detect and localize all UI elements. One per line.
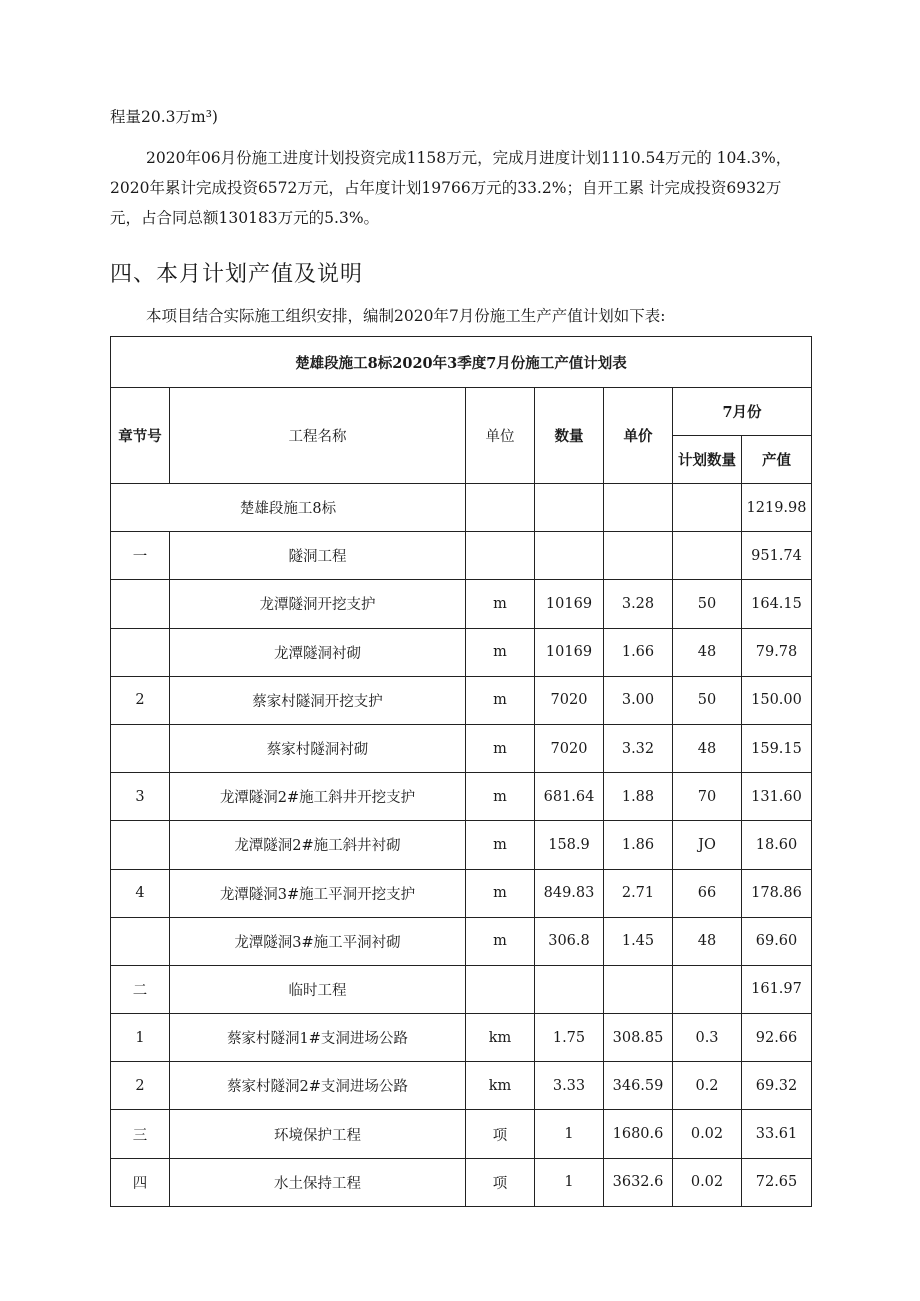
header-quantity: 数量 (535, 388, 604, 484)
progress-paragraph: 2020年06月份施工进度计划投资完成1158万元，完成月进度计划1110.54万元的 104.3%，2020年累计完成投资6572万元，占年度计划19766万元的33.2%；自开工累 计完成投资6932万元，占合同总额130183万元的5.3%。 (110, 149, 792, 227)
cell-project-name: 环境保护工程 (170, 1110, 466, 1158)
cell-quantity: 1 (535, 1158, 604, 1206)
cell-quantity: 158.9 (535, 821, 604, 869)
cell-plan-quantity: 0.02 (673, 1158, 742, 1206)
cell-plan-quantity: 48 (673, 628, 742, 676)
cell-unit-price: 3.00 (604, 676, 673, 724)
cell-project-name: 水土保持工程 (170, 1158, 466, 1206)
cell-section-no (111, 917, 170, 965)
cell-plan-quantity: 48 (673, 917, 742, 965)
cell-quantity: 10169 (535, 580, 604, 628)
cell-project-name: 临时工程 (170, 965, 466, 1013)
cell-section-no: 2 (111, 676, 170, 724)
cell-project-name: 龙潭隧洞2#施工斜井开挖支护 (170, 773, 466, 821)
header-unit-price: 单价 (604, 388, 673, 484)
cell-unit-price: 346.59 (604, 1062, 673, 1110)
cell-project-name: 隧洞工程 (170, 532, 466, 580)
cell-plan-quantity: 50 (673, 676, 742, 724)
cell-plan-quantity: 66 (673, 869, 742, 917)
cell-output-value: 92.66 (742, 1014, 812, 1062)
cell-section-no: 一 (111, 532, 170, 580)
cell-unit: 项 (466, 1158, 535, 1206)
cell-plan-quantity: 0.3 (673, 1014, 742, 1062)
table-row (111, 628, 812, 676)
table-row (111, 821, 812, 869)
cell-project-name: 蔡家村隧洞衬砌 (170, 724, 466, 772)
cell-project-name: 龙潭隧洞衬砌 (170, 628, 466, 676)
cell-quantity (535, 532, 604, 580)
cell-output-value: 18.60 (742, 821, 812, 869)
cell-unit-price: 308.85 (604, 1014, 673, 1062)
header-output-value: 产值 (742, 436, 812, 484)
table-row-total (111, 484, 812, 532)
cell-section-no (111, 821, 170, 869)
table-row (111, 532, 812, 580)
cell-section-no: 1 (111, 1014, 170, 1062)
cell-section-no: 二 (111, 965, 170, 1013)
cell-unit (466, 965, 535, 1013)
cell-project-name: 蔡家村隧洞开挖支护 (170, 676, 466, 724)
cell-quantity: 306.8 (535, 917, 604, 965)
cell-project-name: 龙潭隧洞开挖支护 (170, 580, 466, 628)
cell-output-value: 33.61 (742, 1110, 812, 1158)
table-row (111, 1158, 812, 1206)
cell-quantity: 3.33 (535, 1062, 604, 1110)
table-row (111, 1110, 812, 1158)
cell-project-name: 蔡家村隧洞1#支洞进场公路 (170, 1014, 466, 1062)
cell-unit-price: 1.88 (604, 773, 673, 821)
cell-plan-quantity: 50 (673, 580, 742, 628)
table-row (111, 1014, 812, 1062)
cell-output-value: 164.15 (742, 580, 812, 628)
cell-unit-price: 3632.6 (604, 1158, 673, 1206)
cell-name: 楚雄段施工8标 (111, 484, 466, 532)
cell-unit: km (466, 1062, 535, 1110)
header-section-no: 章节号 (111, 388, 170, 484)
table-row (111, 965, 812, 1013)
cell-unit (466, 532, 535, 580)
cell-plan-quantity: JO (673, 821, 742, 869)
table-intro-text: 本项目结合实际施工组织安排，编制2020年7月份施工生产产值计划如下表: (146, 307, 666, 325)
table-row (111, 869, 812, 917)
cell-unit-price: 1.66 (604, 628, 673, 676)
cell-section-no: 3 (111, 773, 170, 821)
cell-section-no: 四 (111, 1158, 170, 1206)
continued-text-line: 程量20.3万m³) (110, 108, 218, 126)
cell-unit: m (466, 724, 535, 772)
cell-quantity: 1 (535, 1110, 604, 1158)
cell-quantity: 681.64 (535, 773, 604, 821)
cell-unit: m (466, 869, 535, 917)
cell-unit: m (466, 580, 535, 628)
cell-output-value: 79.78 (742, 628, 812, 676)
table-row (111, 917, 812, 965)
cell-quantity: 7020 (535, 724, 604, 772)
cell-quantity: 849.83 (535, 869, 604, 917)
cell-unit: m (466, 628, 535, 676)
cell-unit-price: 3.32 (604, 724, 673, 772)
table-row (111, 773, 812, 821)
cell-project-name: 蔡家村隧洞2#支洞进场公路 (170, 1062, 466, 1110)
cell-plan-quantity: 0.2 (673, 1062, 742, 1110)
section-heading: 四、本月计划产值及说明 (110, 262, 364, 287)
cell-unit: km (466, 1014, 535, 1062)
cell-unit-price: 1.45 (604, 917, 673, 965)
cell-section-no (111, 580, 170, 628)
header-plan-quantity: 计划数量 (673, 436, 742, 484)
cell-output-value: 150.00 (742, 676, 812, 724)
cell-unit-price: 2.71 (604, 869, 673, 917)
cell-unit: m (466, 821, 535, 869)
cell-plan-quantity: 48 (673, 724, 742, 772)
cell-quantity: 10169 (535, 628, 604, 676)
cell-plan-quantity (673, 532, 742, 580)
cell-plan-quantity (673, 965, 742, 1013)
cell-output-value: 69.60 (742, 917, 812, 965)
cell-section-no (111, 724, 170, 772)
cell-output-value: 69.32 (742, 1062, 812, 1110)
cell-output-value: 178.86 (742, 869, 812, 917)
header-month: 7月份 (673, 388, 812, 436)
cell-unit: m (466, 917, 535, 965)
table-row (111, 676, 812, 724)
cell-unit-price: 1.86 (604, 821, 673, 869)
cell-section-no (111, 628, 170, 676)
cell-section-no: 2 (111, 1062, 170, 1110)
cell-value: 1219.98 (742, 484, 812, 532)
table-row (111, 1062, 812, 1110)
cell-project-name: 龙潭隧洞2#施工斜井衬砌 (170, 821, 466, 869)
cell-output-value: 159.15 (742, 724, 812, 772)
cell-unit-price: 1680.6 (604, 1110, 673, 1158)
table-row (111, 580, 812, 628)
cell-unit-price: 3.28 (604, 580, 673, 628)
cell-section-no: 三 (111, 1110, 170, 1158)
cell-plan-quantity: 0.02 (673, 1110, 742, 1158)
cell-unit-price (604, 965, 673, 1013)
cell-output-value: 951.74 (742, 532, 812, 580)
table-title: 楚雄段施工8标2020年3季度7月份施工产值计划表 (111, 337, 812, 388)
cell-unit: m (466, 676, 535, 724)
cell-quantity (535, 965, 604, 1013)
cell-quantity: 7020 (535, 676, 604, 724)
cell-quantity: 1.75 (535, 1014, 604, 1062)
header-project-name: 工程名称 (170, 388, 466, 484)
cell-unit: m (466, 773, 535, 821)
table-row (111, 724, 812, 772)
cell-output-value: 131.60 (742, 773, 812, 821)
cell-plan-quantity: 70 (673, 773, 742, 821)
cell-section-no: 4 (111, 869, 170, 917)
cell-output-value: 161.97 (742, 965, 812, 1013)
cell-unit-price (604, 532, 673, 580)
cell-project-name: 龙潭隧洞3#施工平洞衬砌 (170, 917, 466, 965)
cell-project-name: 龙潭隧洞3#施工平洞开挖支护 (170, 869, 466, 917)
cell-unit: 项 (466, 1110, 535, 1158)
cell-output-value: 72.65 (742, 1158, 812, 1206)
production-plan-table (110, 336, 812, 1207)
header-unit: 单位 (466, 388, 535, 484)
